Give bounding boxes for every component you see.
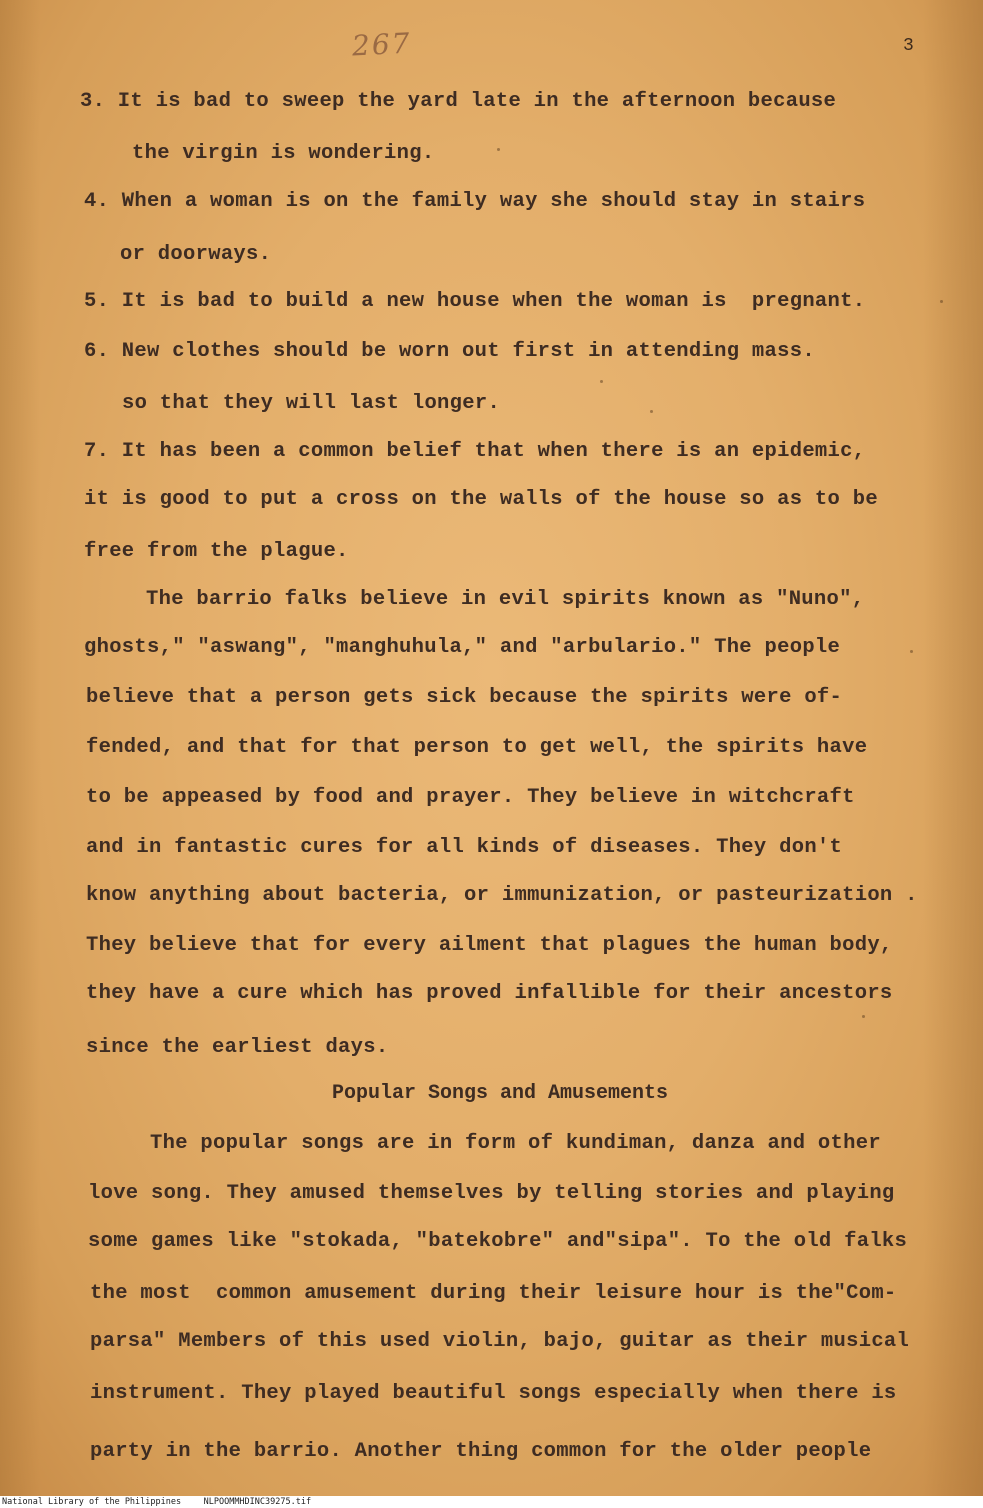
text-line: some games like "stokada, "batekobre" and"sipa". To the old falks	[88, 1230, 908, 1253]
text-line: believe that a person gets sick because the spirits were of-	[86, 686, 843, 709]
paper-speck	[862, 1015, 865, 1018]
text-line: and in fantastic cures for all kinds of diseases. They don't	[86, 836, 843, 859]
page-edge-shadow-right	[923, 0, 983, 1496]
section-heading: Popular Songs and Amusements	[332, 1082, 669, 1105]
text-line: the most common amusement during their leisure hour is the"Com-	[90, 1282, 897, 1305]
text-line: 4. When a woman is on the family way she should stay in stairs	[84, 190, 866, 213]
paper-speck	[650, 410, 653, 413]
text-line: 5. It is bad to build a new house when the woman is pregnant.	[84, 290, 866, 313]
text-line: instrument. They played beautiful songs especially when there is	[90, 1382, 897, 1405]
text-line: so that they will last longer.	[122, 392, 501, 415]
text-line: The barrio falks believe in evil spirits known as "Nuno",	[146, 588, 865, 611]
paper-speck	[940, 300, 943, 303]
paper-speck	[600, 380, 603, 383]
paper-speck	[497, 148, 500, 151]
text-line: know anything about bacteria, or immunization, or pasteurization .	[86, 884, 918, 907]
paper-speck	[910, 650, 913, 653]
text-line: 3. It is bad to sweep the yard late in the afternoon because	[80, 90, 837, 113]
text-line: ghosts," "aswang", "manghuhula," and "arbulario." The people	[84, 636, 841, 659]
text-line: since the earliest days.	[86, 1036, 389, 1059]
text-line: love song. They amused themselves by telling stories and playing	[88, 1182, 895, 1205]
typed-page-number: 3	[903, 36, 914, 56]
text-line: or doorways.	[120, 243, 272, 266]
text-line: it is good to put a cross on the walls of the house so as to be	[84, 488, 878, 511]
footer-filename: NLPOOMMHDINC39275.tif	[203, 1497, 312, 1507]
text-line: free from the plague.	[84, 540, 349, 563]
text-line: 6. New clothes should be worn out first in attending mass.	[84, 340, 815, 363]
text-line: fended, and that for that person to get well, the spirits have	[86, 736, 868, 759]
page-edge-shadow-left	[0, 0, 40, 1496]
footer-library: National Library of the Philippines	[2, 1497, 182, 1507]
text-line: 7. It has been a common belief that when there is an epidemic,	[84, 440, 866, 463]
handwritten-page-number: 267	[351, 26, 413, 63]
text-line: The popular songs are in form of kundiman, danza and other	[150, 1132, 881, 1155]
text-line: they have a cure which has proved infallible for their ancestors	[86, 982, 893, 1005]
scan-footer	[0, 1496, 983, 1508]
text-line: the virgin is wondering.	[132, 142, 435, 165]
text-line: party in the barrio. Another thing common for the older people	[90, 1440, 872, 1463]
text-line: to be appeased by food and prayer. They believe in witchcraft	[86, 786, 855, 809]
text-line: parsa" Members of this used violin, bajo, guitar as their musical	[90, 1330, 910, 1353]
text-line: They believe that for every ailment that plagues the human body,	[86, 934, 893, 957]
